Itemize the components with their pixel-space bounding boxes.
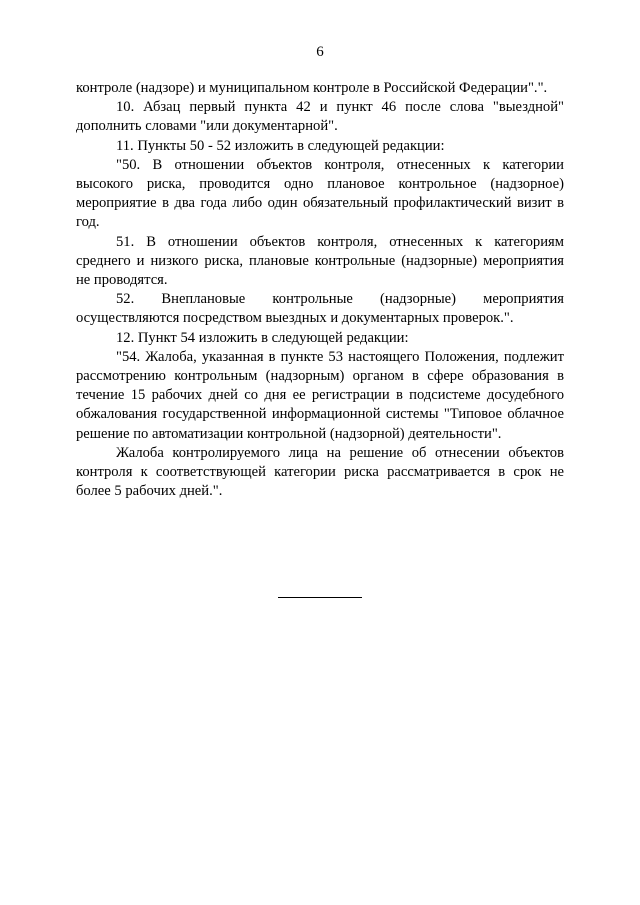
paragraph-clause-52: 52. Внеплановые контрольные (надзорные) мероприятия осуществляются посредством выездных и документарных проверок.".	[76, 291, 564, 327]
paragraph-continuation: контроле (надзоре) и муниципальном контроле в Российской Федерации".".	[76, 80, 548, 96]
document-body	[76, 79, 564, 501]
end-separator-line	[278, 597, 362, 598]
paragraph-clause-54: "54. Жалоба, указанная в пункте 53 настоящего Положения, подлежит рассмотрению контрольным (надзорным) органом в сфере образования в течение 15 рабочих дней со дня ее регистрации в подсистеме досудебного обжалования государственной информационной системы "Типовое облачное решение по автоматизации контрольной (надзорной) деятельности".	[76, 348, 564, 442]
paragraph-clause-51: 51. В отношении объектов контроля, отнесенных к категориям среднего и низкого риска, плановые контрольные (надзорные) мероприятия не проводятся.	[76, 233, 564, 289]
paragraph-item-12: 12. Пункт 54 изложить в следующей редакции:	[116, 329, 409, 346]
paragraph-item-10: 10. Абзац первый пункта 42 и пункт 46 после слова "выездной" дополнить словами "или документарной".	[76, 99, 564, 135]
page-number: 6	[316, 44, 324, 60]
paragraph-item-11: 11. Пункты 50 - 52 изложить в следующей редакции:	[116, 137, 445, 154]
paragraph-complaint-term: Жалоба контролируемого лица на решение об отнесении объектов контроля к соответствующей категории риска рассматривается в срок не более 5 рабочих дней.".	[76, 444, 564, 500]
paragraph-clause-50: "50. В отношении объектов контроля, отнесенных к категории высокого риска, проводится одно плановое контрольное (надзорное) мероприятие в два года либо один обязательный профилактический визит в год.	[76, 156, 564, 231]
